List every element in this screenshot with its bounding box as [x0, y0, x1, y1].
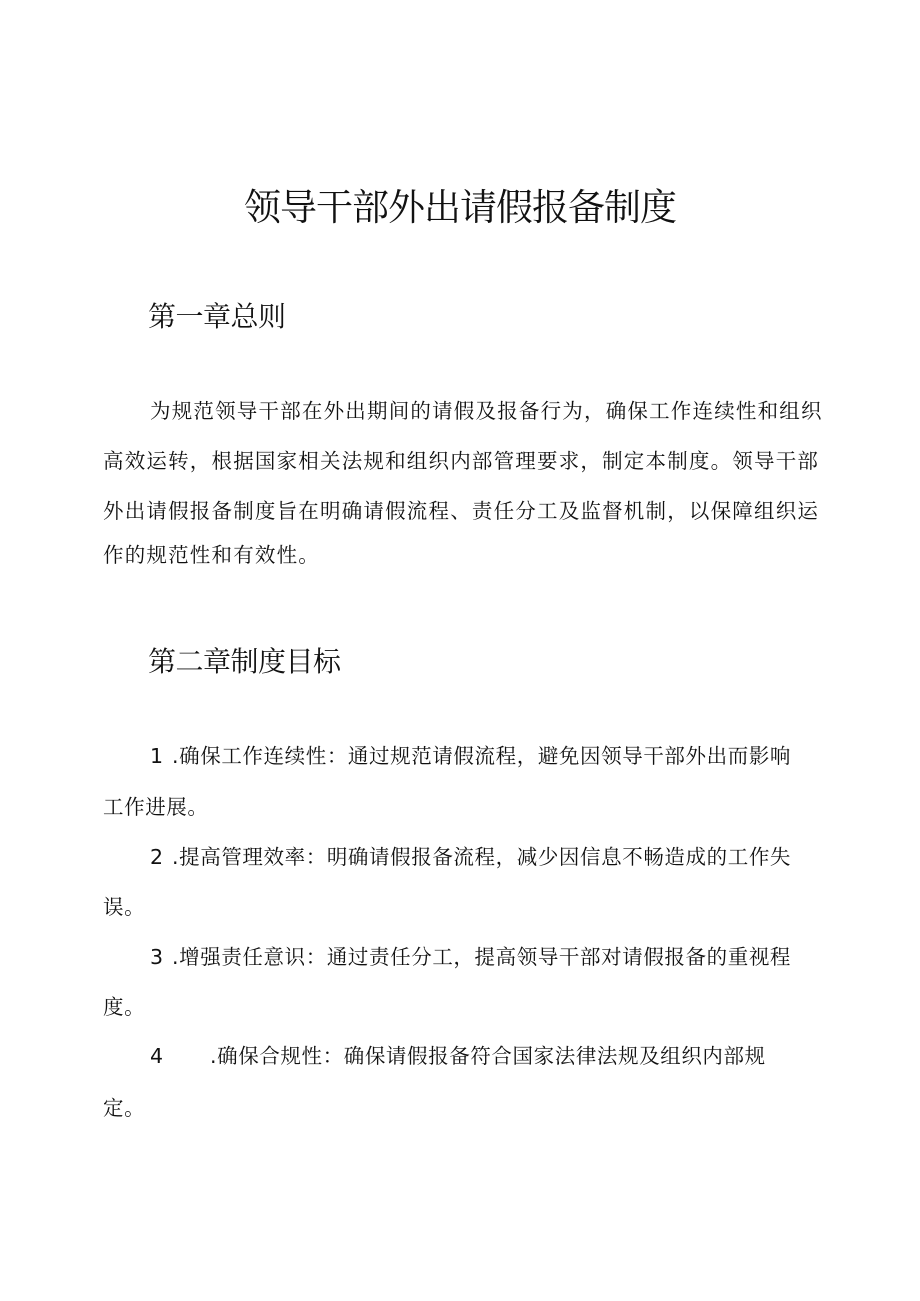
goal-text-line: .确保工作连续性：通过规范请假流程，避免因领导干部外出而影响: [172, 744, 792, 768]
paragraph-line: 外出请假报备制度旨在明确请假流程、责任分工及监督机制，以保障组织运: [103, 499, 820, 523]
goal-text-line: .提高管理效率：明确请假报备流程，减少因信息不畅造成的工作失: [172, 845, 792, 869]
goal-number: 4: [150, 1044, 164, 1068]
goal-number: 1: [150, 744, 164, 768]
goal-text-line: 定。: [103, 1096, 146, 1120]
goal-text-line: 度。: [103, 995, 146, 1019]
paragraph-line: 为规范领导干部在外出期间的请假及报备行为，确保工作连续性和组织: [150, 399, 823, 423]
paragraph-line: 作的规范性和有效性。: [103, 543, 320, 567]
goal-text-line: .增强责任意识：通过责任分工，提高领导干部对请假报备的重视程: [172, 945, 792, 969]
chapter-2-heading: 第二章制度目标: [148, 645, 341, 678]
document-title: 领导干部外出请假报备制度: [244, 186, 676, 229]
goal-text-line: 误。: [103, 895, 146, 919]
goal-number: 3: [150, 945, 164, 969]
goal-text-line: .确保合规性：确保请假报备符合国家法律法规及组织内部规: [210, 1044, 766, 1068]
chapter-1-heading: 第一章总则: [148, 300, 286, 333]
goal-text-line: 工作进展。: [103, 795, 209, 819]
paragraph-line: 高效运转，根据国家相关法规和组织内部管理要求，制定本制度。领导干部: [103, 449, 820, 473]
goal-number: 2: [150, 845, 164, 869]
